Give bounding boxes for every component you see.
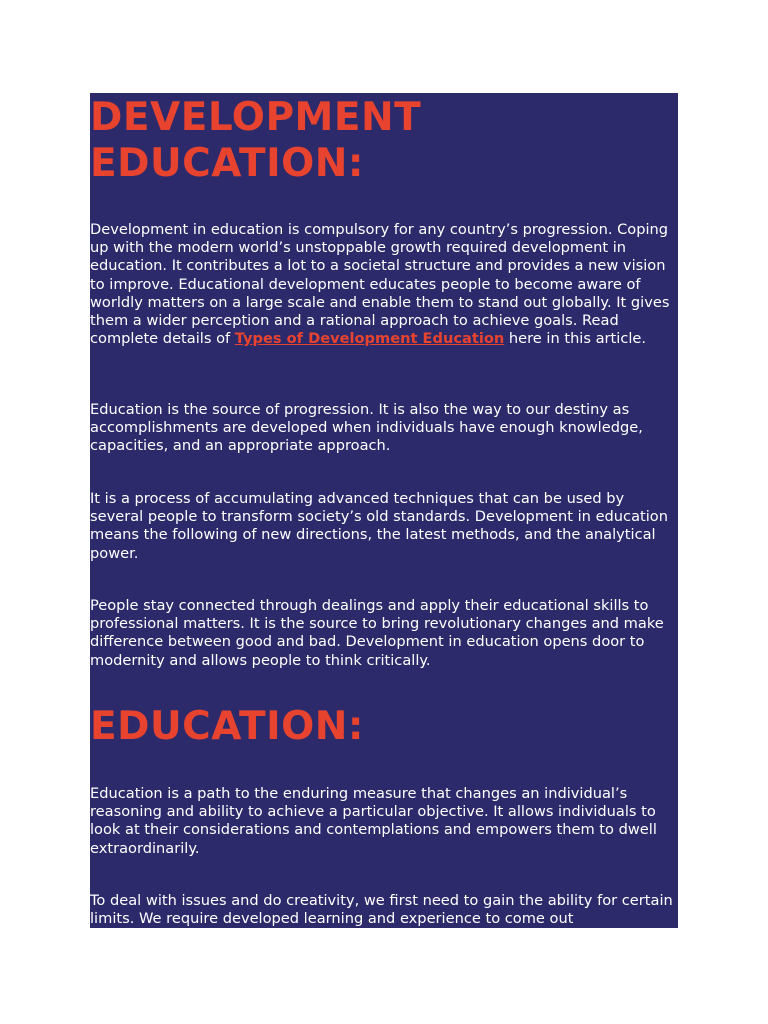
section-heading-education: EDUCATION:	[90, 704, 364, 749]
paragraph-intro-text: Development in education is compulsory for any country’s progression. Coping up with the modern world’s unstoppable growth required development in education. It contributes a lot to a societal structure and provides a new vision to improve. Educational development educates people to become aware of worldly matters on a large scale and enable them to stand out globally. It gives them a wider perception and a rational approach to achieve goals. Read complete details of	[90, 221, 670, 348]
paragraph-source-of-progression: Education is the source of progression. It is also the way to our destiny as accomplishments are developed when individuals have enough knowledge, capacities, and an appropriate approach.	[90, 401, 643, 455]
paragraph-intro	[90, 221, 678, 348]
paragraph-intro-tail: here in this article.	[504, 330, 647, 348]
content-panel	[90, 93, 678, 928]
paragraph-people-connected: People stay connected through dealings and apply their educational skills to professional matters. It is the source to bring revolutionary changes and make difference between good and bad. Development in education opens door to modernity and allows people to think critically.	[90, 597, 664, 669]
paragraph-deal-with-issues: To deal with issues and do creativity, we first need to gain the ability for certain limits. We require developed learning and experience to come out	[90, 892, 673, 928]
paragraph-advanced-techniques: It is a process of accumulating advanced techniques that can be used by several people to transform society’s old standards. Development in education means the following of new directions, the latest methods, and the analytical power.	[90, 490, 668, 562]
types-of-development-education-link[interactable]: Types of Development Education	[234, 330, 505, 348]
paragraph-education-path: Education is a path to the enduring measure that changes an individual’s reasoning and ability to achieve a particular objective. It allows individuals to look at their considerations and contemplations and empowers them to dwell extraordinarily.	[90, 785, 657, 857]
section-heading-development-education: DEVELOPMENT EDUCATION:	[90, 95, 422, 186]
